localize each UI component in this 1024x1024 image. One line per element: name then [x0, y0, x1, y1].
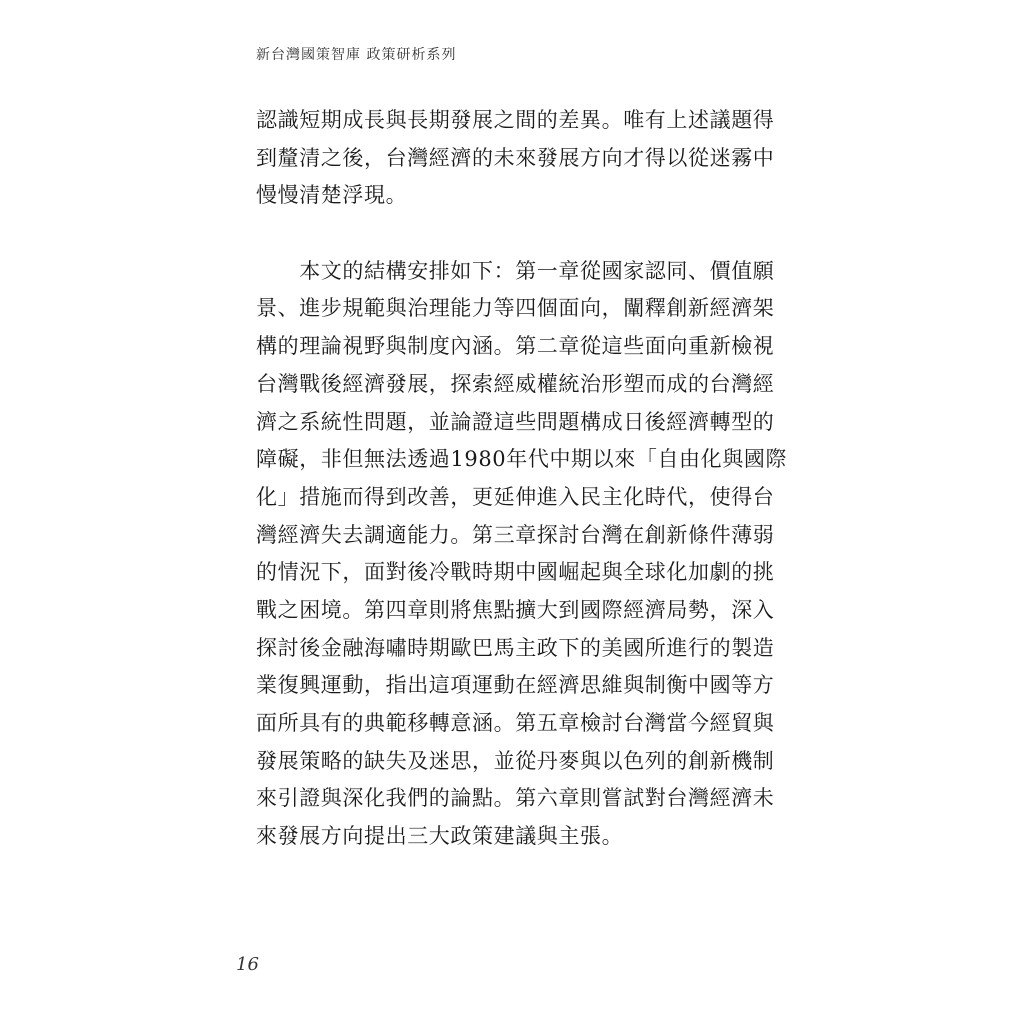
text-line: 障礙，非但無法透過1980年代中期以來「自由化與國際 [256, 447, 788, 472]
paragraph-1 [256, 102, 776, 215]
text-line: 台灣戰後經濟發展，探索經威權統治形塑而成的台灣經 [256, 371, 775, 396]
text-line: 業復興運動，指出這項運動在經濟思維與制衡中國等方 [256, 673, 775, 698]
text-line: 面所具有的典範移轉意涵。第五章檢討台灣當今經貿與 [256, 711, 775, 735]
body-text [256, 102, 788, 893]
text-line: 來引證與深化我們的論點。第六章則嘗試對台灣經濟未 [256, 786, 775, 811]
text-line: 本文的結構安排如下：第一章從國家認同、價值願 [256, 258, 775, 283]
text-line: 到釐清之後，台灣經濟的未來發展方向才得以從迷霧中 [256, 145, 775, 170]
paragraph-gap [256, 215, 776, 253]
text-line: 慢慢清楚浮現。 [256, 183, 408, 208]
text-line: 構的理論視野與制度內涵。第二章從這些面向重新檢視 [256, 334, 775, 359]
text-line: 發展策略的缺失及迷思，並從丹麥與以色列的創新機制 [256, 748, 775, 773]
text-line [256, 856, 776, 894]
running-header: 新台灣國策智庫 政策研析系列 [256, 47, 457, 63]
text-line: 戰之困境。第四章則將焦點擴大到國際經濟局勢，深入 [256, 597, 775, 622]
text-line: 探討後金融海嘯時期歐巴馬主政下的美國所進行的製造 [256, 635, 775, 660]
text-line: 化」措施而得到改善，更延伸進入民主化時代，使得台 [256, 484, 775, 509]
text-line: 濟之系統性問題，並論證這些問題構成日後經濟轉型的 [256, 409, 775, 434]
text-line: 來發展方向提出三大政策建議與主張。 [256, 824, 624, 849]
text-line: 的情況下，面對後冷戰時期中國崛起與全球化加劇的挑 [256, 560, 775, 585]
text-line: 認識短期成長與長期發展之間的差異。唯有上述議題得 [256, 108, 775, 132]
page-number: 16 [236, 954, 259, 975]
paragraph-2 [256, 253, 788, 894]
text-line: 景、進步規範與治理能力等四個面向，闡釋創新經濟架 [256, 296, 775, 321]
text-line: 灣經濟失去調適能力。第三章探討台灣在創新條件薄弱 [256, 522, 775, 547]
